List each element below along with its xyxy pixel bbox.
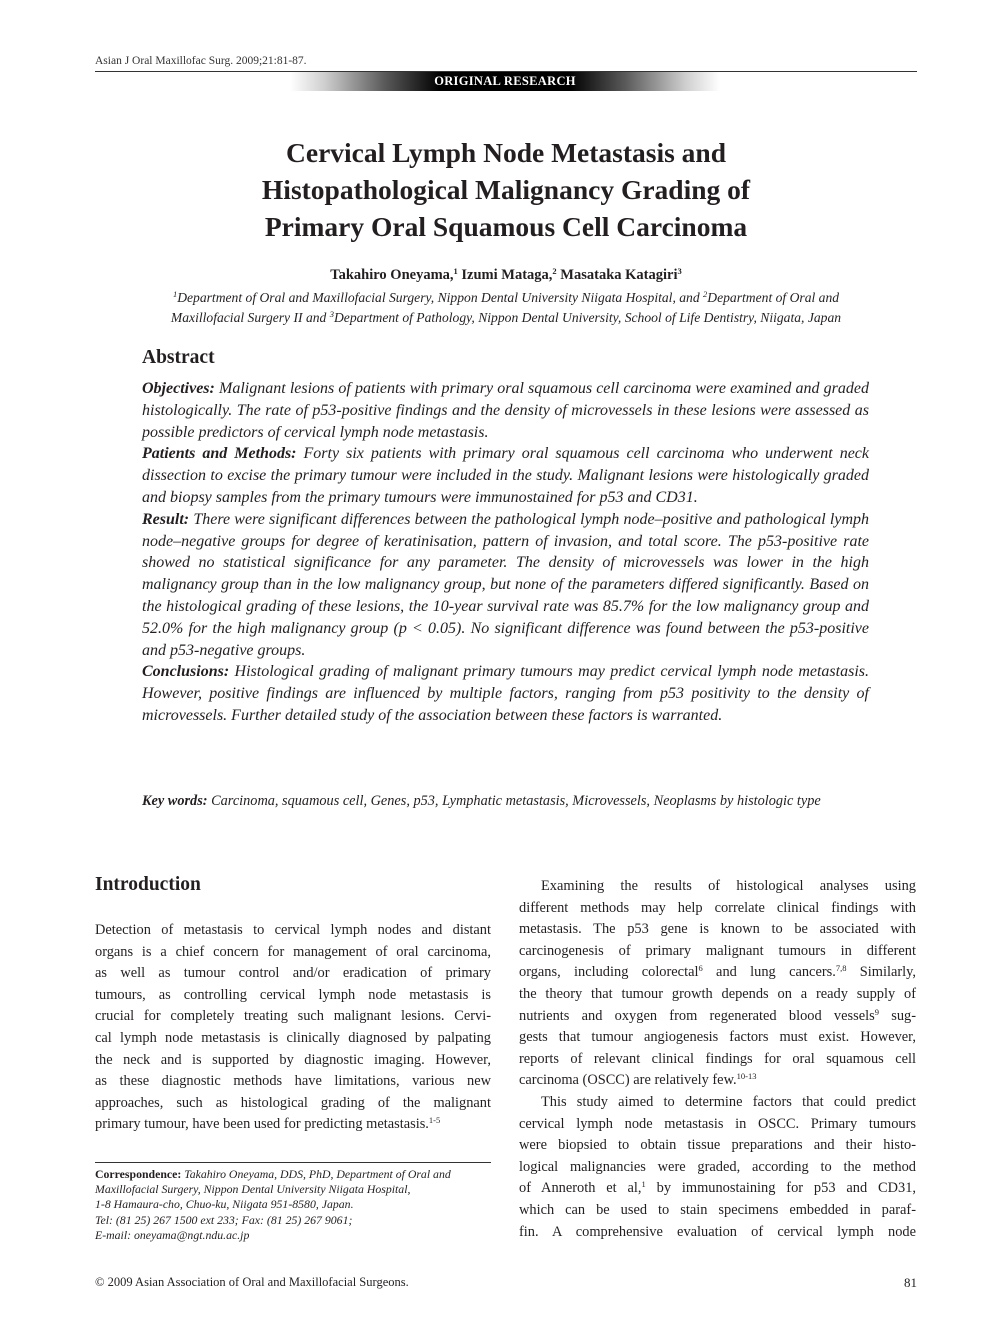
affiliations <box>95 288 917 328</box>
text-line: reports of relevant clinical findings for oral squamous cell <box>519 1050 916 1067</box>
abstract-text: Forty six patients with primary oral squamous cell carcinoma who underwent neck dissection to excise the primary tumour were included in the study. Malignant lesions were histologically graded and biopsy samples from the primary tumours were immunostained for p53 and CD31. <box>142 445 870 506</box>
keywords-text: Carcinoma, squamous cell, Genes, p53, Lymphatic metastasis, Microvessels, Neoplasms by histologic type <box>207 793 821 809</box>
article-title <box>95 134 917 245</box>
abstract-heading: Abstract <box>142 347 215 368</box>
correspondence-label: Correspondence: <box>95 1167 182 1181</box>
citation-marker: 1-5 <box>428 1115 441 1126</box>
text-line: logical malignancies were graded, according to the method <box>519 1158 916 1175</box>
introduction-heading: Introduction <box>95 874 201 895</box>
line-text: organs, including colorectal <box>519 964 699 981</box>
abstract-body <box>142 378 869 727</box>
text-line <box>519 962 916 984</box>
citation-marker: 1 <box>641 1179 646 1190</box>
affiliation-text: Department of Oral and <box>707 290 840 305</box>
author-affiliation-marker: 2 <box>552 266 557 276</box>
correspondence-line: 1-8 Hamaura-cho, Chuo-ku, Niigata 951-8580, Japan. <box>95 1197 354 1212</box>
citation-marker: 9 <box>874 1006 879 1017</box>
body-paragraph <box>519 876 916 1092</box>
abstract-methods <box>142 443 869 508</box>
text-line <box>519 1178 916 1200</box>
text-line <box>519 1070 916 1092</box>
text-line: gests that tumour angiogenesis factors must exist. However, <box>519 1029 916 1046</box>
page-number: 81 <box>904 1275 917 1290</box>
text-line: were biopsied to obtain tissue preparations and their histo- <box>519 1137 916 1154</box>
line-text: Similarly, <box>846 964 917 981</box>
text-line: tumours, as controlling cervical lymph node metastasis is <box>95 986 491 1003</box>
correspondence-rule <box>95 1162 491 1163</box>
abstract-text: Histological grading of malignant primary tumours may predict cervical lymph node metastasis. However, positive findings are influenced by multiple factors, ranging from p53 positivity to the density of microvessels. Further detailed study of the association between these factors is warranted. <box>142 663 869 724</box>
left-column <box>95 920 491 1136</box>
text-line: This study aimed to determine factors that could predict <box>541 1093 916 1110</box>
text-line: which can be used to stain specimens embedded in paraf- <box>519 1201 916 1218</box>
abstract-text: There were significant differences between the pathological lymph node–positive and pathological lymph node–negative groups for degree of keratinisation, pattern of invasion, and total score. The p53-positive rate showed no statistical significance for any parameter. The density of microvessels was lower in the high malignancy group than in the low malignancy group, but none of the parameters differed significantly. Based on the histological grading of these lesions, the 10-year survival rate was 85.7% for the low malignancy group and 52.0% for the high malignancy group (p < 0.05). No significant difference was found between the p53-positive and p53-negative groups. <box>142 510 869 659</box>
author-affiliation-marker: 3 <box>677 266 682 276</box>
text-line: as well as tumour control and/or eradication of primary <box>95 965 491 982</box>
author-name: Izumi Mataga, <box>461 267 553 283</box>
text-line: cal lymph node metastasis is clinically diagnosed by palpating <box>95 1029 491 1046</box>
body-paragraph <box>95 920 491 1136</box>
text-line: metastasis. The p53 gene is known to be associated with <box>519 921 916 938</box>
affiliation-line <box>95 308 917 328</box>
body-paragraph <box>519 1092 916 1243</box>
author-name: Takahiro Oneyama, <box>330 267 454 283</box>
affiliation-marker: 2 <box>703 289 708 299</box>
text-line <box>519 1006 916 1028</box>
correspondence-email: E-mail: oneyama@ngt.ndu.ac.jp <box>95 1227 250 1242</box>
text-line: different methods may help correlate clinical findings with <box>519 899 916 916</box>
citation-marker: 10-13 <box>736 1071 757 1082</box>
text-line: fin. A comprehensive evaluation of cervical lymph node <box>519 1223 916 1240</box>
text-line: Examining the results of histological analyses using <box>541 878 916 894</box>
correspondence-line <box>95 1167 495 1182</box>
abstract-label: Result: <box>142 510 190 528</box>
correspondence-line: Tel: (81 25) 267 1500 ext 233; Fax: (81 25) 267 9061; <box>95 1212 353 1227</box>
author-list <box>95 267 917 284</box>
line-text: carcinoma (OSCC) are relatively few. <box>519 1072 737 1089</box>
journal-citation: Asian J Oral Maxillofac Surg. 2009;21:81-87. <box>95 55 307 67</box>
abstract-conclusions <box>142 661 869 726</box>
author-name: Masataka Katagiri <box>560 267 678 283</box>
line-text: of Anneroth et al, <box>519 1180 642 1197</box>
author-affiliation-marker: 1 <box>453 266 458 276</box>
citation-marker: 6 <box>698 963 703 974</box>
correspondence-text: Takahiro Oneyama, DDS, PhD, Department of Oral and <box>181 1167 451 1181</box>
citation-marker: 7,8 <box>835 963 847 974</box>
abstract-result <box>142 509 869 662</box>
abstract-label: Patients and Methods: <box>142 445 297 463</box>
correspondence-block <box>95 1167 495 1243</box>
affiliation-marker: 3 <box>329 309 334 319</box>
line-text: sug- <box>878 1007 916 1024</box>
affiliation-marker: 1 <box>172 289 178 299</box>
line-text: and lung cancers. <box>702 964 836 981</box>
title-line: Cervical Lymph Node Metastasis and <box>286 137 726 168</box>
text-line: organs is a chief concern for management of oral carcinoma, <box>95 943 491 960</box>
text-line: approaches, such as histological grading of the malignant <box>95 1094 491 1111</box>
abstract-label: Objectives: <box>142 380 215 397</box>
keywords-label: Key words: <box>142 793 208 809</box>
affiliation-text: Department of Oral and Maxillofacial Surgery, Nippon Dental University Niigata Hospital, and <box>177 290 704 305</box>
title-line: Histopathological Malignancy Grading of <box>261 174 751 205</box>
text-line <box>95 1114 491 1136</box>
text-line: crucial for completely treating such malignant lesions. Cervi- <box>95 1008 491 1025</box>
title-line: Primary Oral Squamous Cell Carcinoma <box>264 211 748 242</box>
line-text: primary tumour, have been used for predicting metastasis. <box>95 1116 429 1133</box>
text-line: the theory that tumour growth depends on a ready supply of <box>519 985 916 1002</box>
text-line: cervical lymph node metastasis in OSCC. Primary tumours <box>519 1115 916 1132</box>
section-label-band: ORIGINAL RESEARCH <box>290 72 720 91</box>
keywords <box>142 791 869 813</box>
right-column <box>519 876 916 1243</box>
copyright-notice: © 2009 Asian Association of Oral and Maxillofacial Surgeons. <box>95 1275 409 1289</box>
abstract-label: Conclusions: <box>142 663 230 681</box>
text-line: as these diagnostic methods have limitations, various new <box>95 1073 491 1090</box>
text-line: the neck and is supported by diagnostic imaging. However, <box>95 1051 491 1068</box>
affiliation-text: Department of Pathology, Nippon Dental University, School of Life Dentistry, Niigata, Japan <box>333 310 842 325</box>
abstract-text: Malignant lesions of patients with primary oral squamous cell carcinoma were examined and graded histologically. The rate of p53-positive findings and the density of microvessels in these lesions were assessed as possible predictors of cervical lymph node metastasis. <box>142 380 869 441</box>
line-text: by immunostaining for p53 and CD31, <box>645 1180 916 1197</box>
correspondence-line: Maxillofacial Surgery, Nippon Dental University Niigata Hospital, <box>95 1182 411 1197</box>
affiliation-line <box>95 288 917 308</box>
abstract-objectives <box>142 378 869 443</box>
line-text: nutrients and oxygen from regenerated blood vessels <box>519 1007 875 1024</box>
text-line: carcinogenesis of primary malignant tumours in different <box>519 942 916 959</box>
text-line: Detection of metastasis to cervical lymph nodes and distant <box>95 922 491 938</box>
affiliation-text: Maxillofacial Surgery II and <box>170 310 330 325</box>
